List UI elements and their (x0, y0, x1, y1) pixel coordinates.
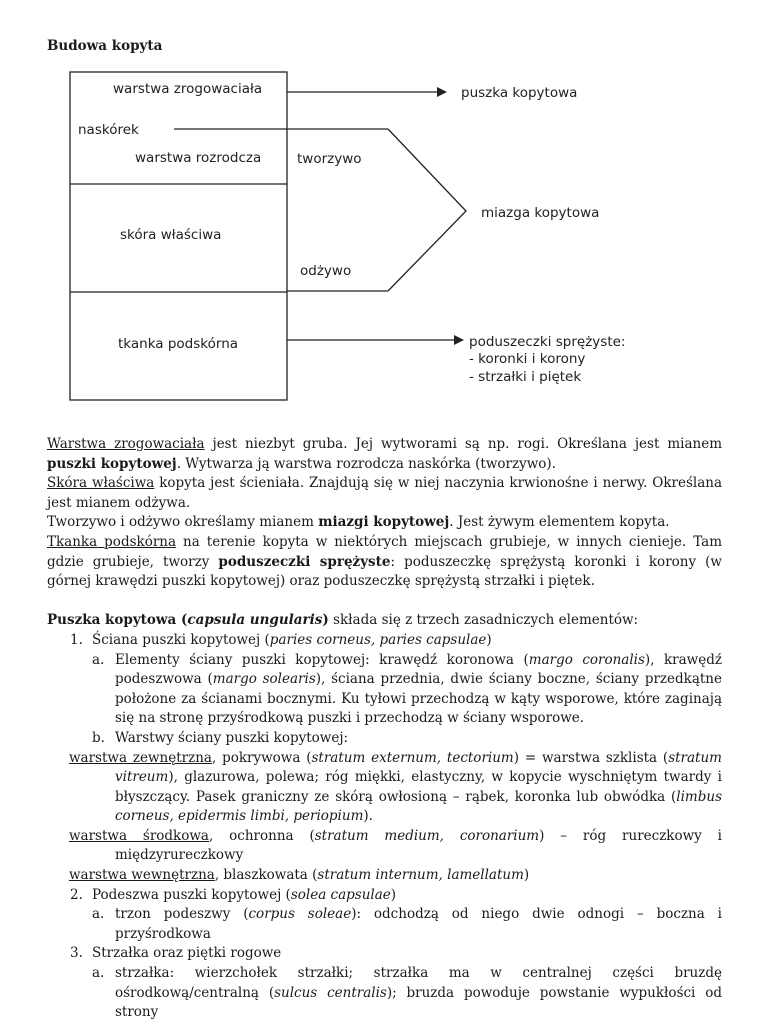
body-text (47, 435, 722, 1023)
chevron-miazga (388, 129, 466, 291)
paragraph-skora-wlasciwa: Skóra właściwa kopyta jest ścieniała. Znajdują się w niej naczynia krwionośne i nerwy. Określana jest mianem odżywa. (47, 475, 722, 511)
label-odzywo: odżywo (300, 263, 352, 279)
arrow-to-poduszeczki-head (454, 335, 464, 345)
label-warstwa-zrogowaciala: warstwa zrogowaciała (113, 81, 263, 97)
label-skora-wlasciwa: skóra właściwa (120, 227, 222, 243)
layer-srodkowa: warstwa środkowa, ochronna (stratum medium, coronarium) – róg rureczkowy i międzyrureczkowy (69, 827, 723, 864)
label-poduszeczki-title: poduszeczki sprężyste: (469, 334, 626, 350)
list-item-podeszwa: 2. Podeszwa puszki kopytowej (solea capsulae) (70, 886, 397, 903)
section-heading-puszka: Puszka kopytowa (capsula ungularis) składa się z trzech zasadniczych elementów: (47, 612, 639, 629)
paragraph-warstwa-zrogowaciala: Warstwa zrogowaciała jest niezbyt gruba. Jej wytworami są np. rogi. Określana jest mianem puszki kopytowej. Wytwarza ją warstwa rozrodcza naskórka (tworzywo). (47, 436, 723, 472)
paragraph-tkanka-podskorna: Tkanka podskórna na terenie kopyta w niektórych miejscach grubieje, w innych cienieje. Tam gdzie grubieje, tworzy poduszeczki sprężyste: poduszeczkę sprężystą koronki i korony (w górnej krawędzi puszki kopytowej) oraz poduszeczkę sprężystą strzałki i piętek. (47, 533, 722, 590)
label-poduszeczki-item2: - strzałki i piętek (469, 369, 582, 385)
list-item-warstwy-sciany: b. Warstwy ściany puszki kopytowej: (92, 729, 349, 746)
list-item-strzalka-opis: a. strzałka: wierzchołek strzałki; strzałka ma w centralnej części bruzdę ośrodkową/centralną (sulcus centralis); bruzda powoduje powstanie wypukłości od strony (92, 965, 722, 1021)
label-miazga-kopytowa: miazga kopytowa (481, 205, 600, 221)
paragraph-miazga: Tworzywo i odżywo określamy mianem miazgi kopytowej. Jest żywym elementem kopyta. (47, 514, 670, 531)
label-tworzywo: tworzywo (297, 151, 362, 167)
label-tkanka-podskorna: tkanka podskórna (118, 336, 239, 352)
layer-zewnetrzna: warstwa zewnętrzna, pokrywowa (stratum externum, tectorium) = warstwa szklista (stratum vitreum), glazurowa, polewa; róg miękki, elastyczny, w kopycie wyschniętym twardy i błyszczący. Pasek graniczny ze skórą owłosioną – rąbek, koronka lub obwódka (limbus corneus, epidermis limbi, periopium). (69, 749, 722, 825)
list-item-strzalka: 3. Strzałka oraz piętki rogowe (70, 945, 282, 962)
arrow-to-puszka-head (437, 87, 447, 97)
hoof-structure-diagram (0, 0, 768, 420)
label-puszka-kopytowa: puszka kopytowa (461, 85, 578, 101)
page-title: Budowa kopyta (47, 38, 163, 54)
label-poduszeczki-item1: - koronki i korony (469, 351, 586, 367)
label-naskorek: naskórek (78, 122, 139, 138)
label-warstwa-rozrodcza: warstwa rozrodcza (135, 150, 262, 166)
list-item-trzon-podeszwy: a. trzon podeszwy (corpus soleae): odchodzą od niego dwie odnogi – boczna i przyśrodkowa (92, 906, 722, 942)
list-item-sciana: 1. Ściana puszki kopytowej (paries corneus, paries capsulae) (70, 631, 492, 648)
list-item-elementy-sciany: a. Elementy ściany puszki kopytowej: krawędź koronowa (margo coronalis), krawędź podeszwowa (margo solearis), ściana przednia, dwie ściany boczne, ściany przedkątne położone za ścianami bocznymi. Ku tyłowi przechodzą w kąty wsporowe, które zaginają się na stronę przyśrodkową puszki i przechodzą w ściany wsporowe. (92, 651, 722, 727)
layer-wewnetrzna: warstwa wewnętrzna, blaszkowata (stratum internum, lamellatum) (69, 867, 530, 884)
